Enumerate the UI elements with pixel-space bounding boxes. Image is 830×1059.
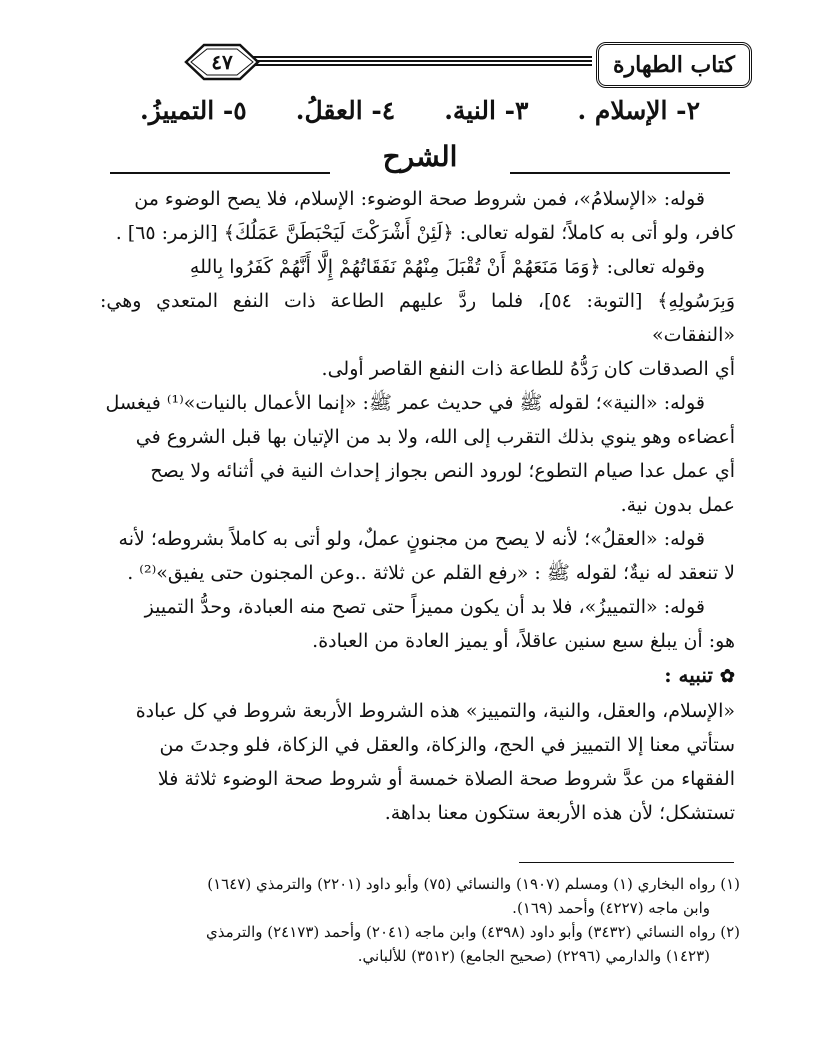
text-line: وقوله تعالى: ﴿وَمَا مَنَعَهُمْ أَنْ تُقْبَلَ مِنْهُمْ نَفَقَاتُهُمْ إِلَّا أَنَّهُمْ كَفَرُوا بِاللهِ <box>189 256 705 278</box>
note-heading-label: تنبيه : <box>664 663 713 687</box>
footnote-separator <box>519 862 734 863</box>
note-heading <box>100 658 735 694</box>
text-line: الفقهاء من عدَّ شروط صحة الصلاة خمسة أو شروط صحة الوضوء ثلاثة فلا <box>157 768 735 790</box>
condition-item: ٣- النية. <box>444 96 529 125</box>
text-line: قوله: «التمييزُ»، فلا بد أن يكون مميزاً حتى تصح منه العبادة، وحدُّ التمييز <box>144 596 705 618</box>
star-flower-icon: ✿ <box>719 666 735 687</box>
text-line: «الإسلام، والعقل، والنية، والتمييز» هذه الشروط الأربعة شروط في كل عبادة <box>135 700 735 722</box>
text-line: قوله: «العقلُ»؛ لأنه لا يصح من مجنونٍ عملٌ، ولو أتى به كاملاً بشروطه؛ لأنه <box>118 528 705 550</box>
condition-item: ٥- التمييزُ. <box>140 96 247 125</box>
section-heading <box>110 140 730 184</box>
text-line: لا تنعقد له نيةٌ؛ لقوله ﷺ : «رفع القلم عن ثلاثة ..وعن المجنون حتى يفيق»⁽²⁾ . <box>127 562 735 584</box>
text-line: كافر، ولو أتى به كاملاً؛ لقوله تعالى: ﴿لَئِنْ أَشْرَكْتَ لَيَحْبَطَنَّ عَمَلُكَ﴾ [الزمر: ٦٥] . <box>115 222 735 244</box>
text-line: قوله: «النية»؛ لقوله ﷺ في حديث عمر ﷺ: «إنما الأعمال بالنيات»⁽¹⁾ فيغسل <box>105 392 705 414</box>
text-line: أي عمل عدا صيام التطوع؛ لورود النص بجواز إحداث النية في أثنائه ولا يصح <box>150 460 735 482</box>
footnote-line: (١) رواه البخاري (١) ومسلم (١٩٠٧) والنسائي (٧٥) وأبو داود (٢٢٠١) والترمذي (١٦٤٧) <box>207 875 740 893</box>
text-line: أعضاءه وهو ينوي بذلك التقرب إلى الله، ولا بد من الإتيان بها قبل الشروع في <box>135 426 735 448</box>
page-number-badge <box>182 42 262 82</box>
text-line: قوله: «الإسلامُ»، فمن شروط صحة الوضوء: الإسلام، فلا يصح الوضوء من <box>134 188 705 210</box>
condition-item: ٤- العقلُ. <box>295 96 396 125</box>
section-heading-text: الشرح <box>382 140 458 173</box>
heading-rule-right <box>510 172 730 174</box>
text-line: هو: أن يبلغ سبع سنين عاقلاً، أو يميز العادة من العبادة. <box>312 630 735 652</box>
page-number: ٤٧ <box>211 50 233 74</box>
footnote-line: وابن ماجه (٤٢٢٧) وأحمد (١٦٩). <box>512 899 710 917</box>
header-rule <box>207 56 592 70</box>
page-header <box>112 38 752 94</box>
book-title: كتاب الطهارة <box>596 42 752 88</box>
conditions-list <box>140 96 700 136</box>
condition-item: ٢- الإسلام . <box>577 96 700 125</box>
text-line: وَبِرَسُولِهِ﴾ [التوبة: ٥٤]، فلما ردَّ عليهم الطاعة ذات النفع المتعدي وهي: «النفقات» <box>100 290 735 346</box>
text-line: ستأتي معنا إلا التمييز في الحج، والزكاة، والعقل في الزكاة، فلو وجدتَ من <box>159 734 735 756</box>
footnote-line: (٢) رواه النسائي (٣٤٣٢) وأبو داود (٤٣٩٨) وابن ماجه (٢٠٤١) وأحمد (٢٤١٧٣) والترمذي <box>206 923 740 941</box>
text-line: أي الصدقات كان رَدُّهُ للطاعة ذات النفع القاصر أولى. <box>321 358 735 380</box>
footnotes <box>92 872 740 968</box>
footnote-line: (١٤٢٣) والدارمي (٢٢٩٦) (صحيح الجامع) (٣٥١٢) للألباني. <box>357 947 710 965</box>
body-text <box>100 182 735 830</box>
text-line: تستشكل؛ لأن هذه الأربعة ستكون معنا بداهة. <box>384 802 735 824</box>
heading-rule-left <box>110 172 330 174</box>
text-line: عمل بدون نية. <box>620 494 735 516</box>
